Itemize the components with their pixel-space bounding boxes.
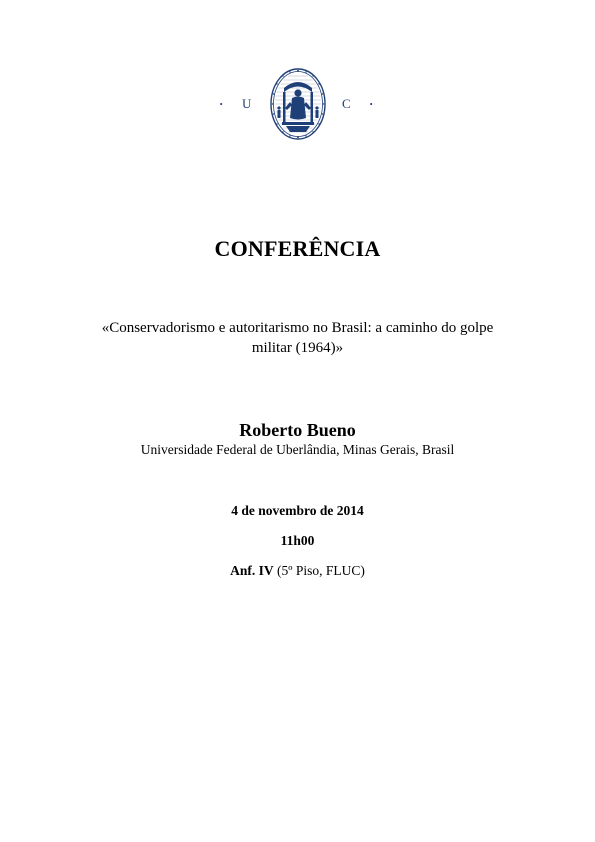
event-title: CONFERÊNCIA (214, 236, 381, 261)
speaker-name: Roberto Bueno (239, 420, 356, 440)
event-date: 4 de novembro de 2014 (231, 503, 364, 518)
header-letter-c: C (342, 96, 351, 111)
speaker-affiliation: Universidade Federal de Uberlândia, Minas Gerais, Brasil (140, 442, 455, 457)
university-header (0, 68, 595, 140)
header-dot-left: · (219, 96, 224, 111)
event-location (0, 563, 595, 579)
event-room: Anf. IV (230, 563, 274, 578)
event-venue: (5º Piso, FLUC) (277, 563, 365, 578)
header-letter-u: U (242, 96, 252, 111)
event-time: 11h00 (280, 533, 315, 548)
conference-subject: «Conservadorismo e autoritarismo no Brasil: a caminho do golpe militar (1964)» (101, 320, 494, 356)
header-dot-right: · (369, 96, 374, 111)
university-seal-icon (270, 68, 326, 140)
